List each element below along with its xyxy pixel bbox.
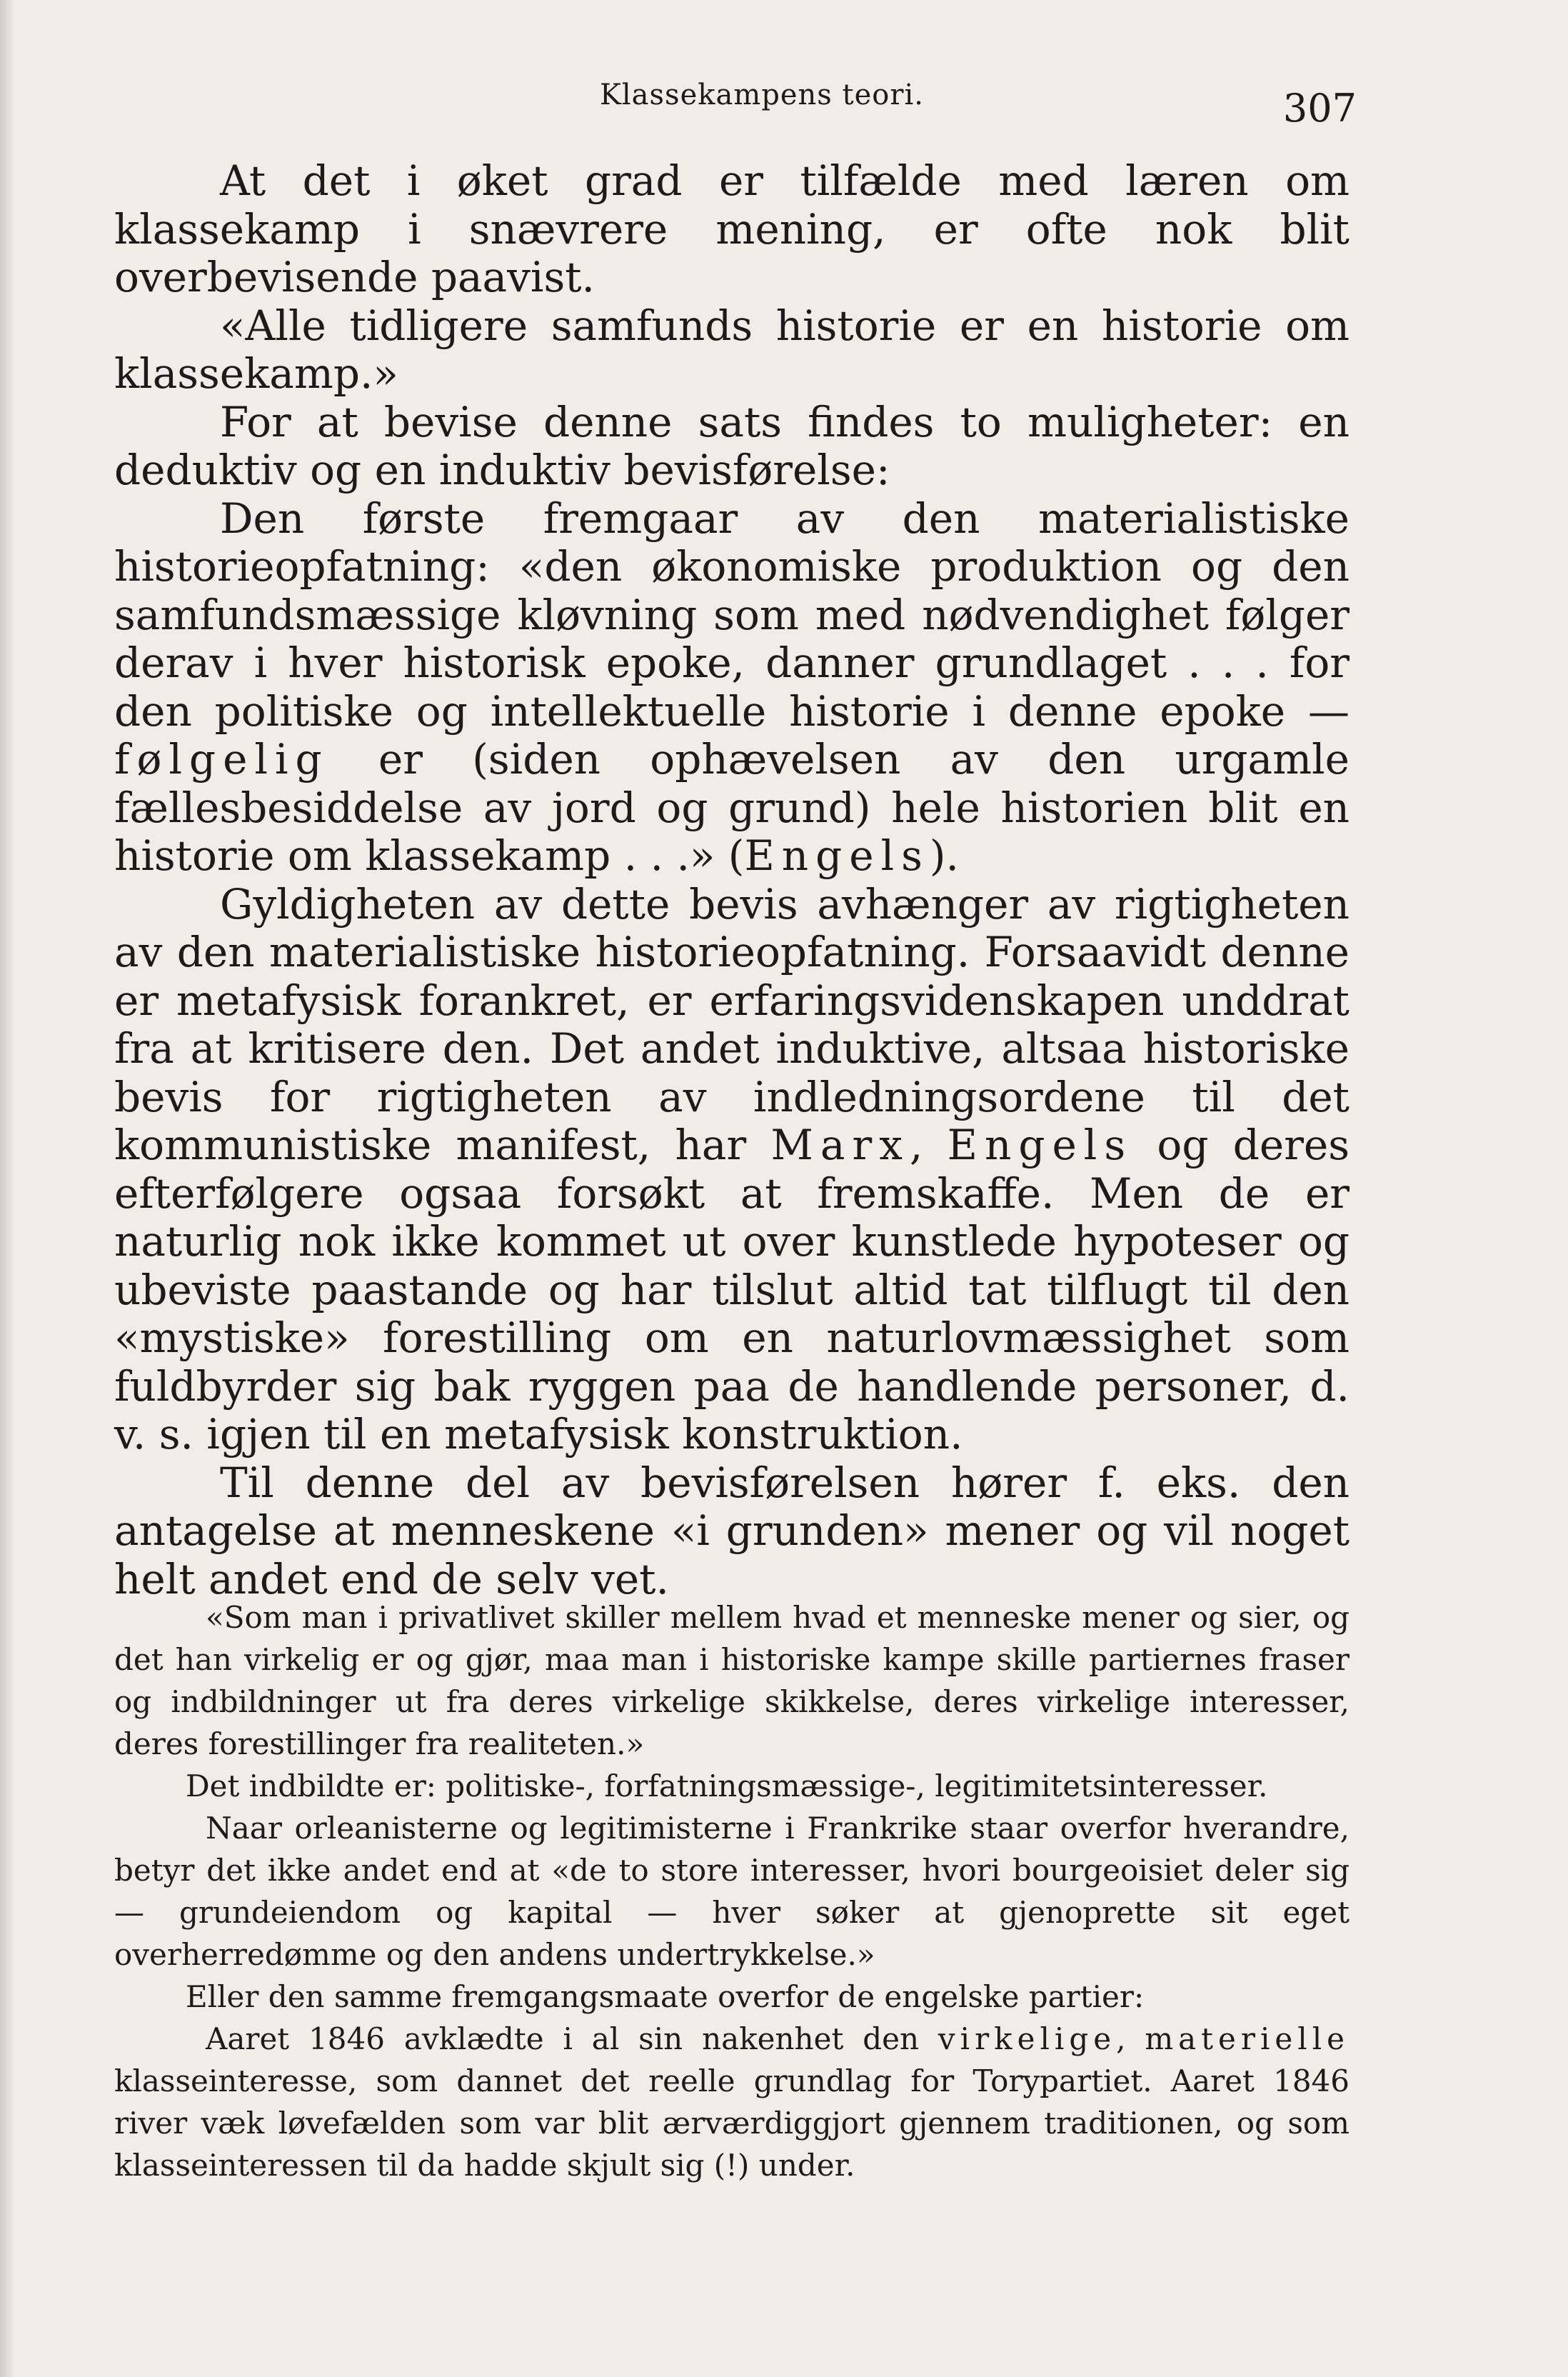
page-number: 307: [1282, 86, 1357, 131]
paragraph-4: [114, 495, 1350, 881]
note-4: Eller den samme fremgangsmaate overfor de engelske partier:: [186, 1979, 1145, 2014]
emphasis-virkelige: virkelige: [938, 2021, 1117, 2056]
emphasis-engels: Engels: [744, 831, 930, 880]
page-gutter: [0, 0, 16, 2377]
note-5-text-b: ,: [1116, 2021, 1145, 2056]
note-5: [114, 2018, 1350, 2186]
paragraph-4-text-a: Den første fremgaar av den materialistiske historieopfatning: «den økonomiske produktion og den samfundsmæssige kløvning som med nødvendighet følger derav i hver historisk epoke, danner grundlaget . . . for den politiske og intellektuelle historie i denne epoke —: [114, 494, 1350, 736]
paragraph-4-text-c: ).: [929, 831, 959, 880]
emphasis-marx: Marx: [770, 1121, 910, 1169]
note-5-text-c: klasseinteresse, som dannet det reelle grundlag for Torypartiet. Aaret 1846 river væk løvefælden som var blit ærværdiggjort gjennem traditionen, og som klasseinteressen til da hadde skjult sig (!) under.: [114, 2063, 1350, 2183]
page-header: [114, 71, 1357, 136]
quoted-notes: [114, 1596, 1350, 2186]
paragraph-4-text-b: er (siden ophævelsen av den urgamle fællesbesiddelse av jord og grund) hele historien blit en historie om klassekamp . . .» (: [114, 735, 1350, 880]
paragraph-5-text-a: Gyldigheten av dette bevis avhænger av rigtigheten av den materialistiske historieopfatning. Forsaavidt denne er metafysisk forankret, er erfaringsvidenskapen unddrat fra at kritisere den. Det andet induktive, altsaa historiske bevis for rigtigheten av indledningsordene til det kommunistiske manifest, har: [114, 879, 1350, 1169]
paragraph-5-text-b: ,: [909, 1121, 948, 1169]
emphasis-engels-2: Engels: [947, 1121, 1133, 1169]
paragraph-5-text-c: og deres efterfølgere ogsaa forsøkt at fremskaffe. Men de er naturlig nok ikke kommet ut over kunstlede hypoteser og ubeviste paastande og har tilslut altid tat tilflugt til den «mystiske» forestilling om en naturlovmæssighet som fuldbyrder sig bak ryggen paa de handlende personer, d. v. s. igjen til en metafysisk konstruktion.: [114, 1121, 1350, 1458]
note-5-text-a: Aaret 1846 avklædte i al sin nakenhet den: [206, 2021, 938, 2056]
main-text: [114, 157, 1350, 1603]
paragraph-1: At det i øket grad er tilfælde med læren om klassekamp i snævrere mening, er ofte nok blit overbevisende paavist.: [114, 156, 1350, 301]
emphasis-folgelig: følgelig: [114, 735, 329, 784]
note-3: Naar orleanisterne og legitimisterne i Frankrike staar overfor hverandre, betyr det ikke andet end at «de to store interesser, hvori bourgeoisiet deler sig — grundeiendom og kapital — hver søker at gjenoprette sit eget overherredømme og den andens undertrykkelse.»: [114, 1811, 1350, 1972]
paragraph-5: [114, 881, 1350, 1459]
paragraph-6: Til denne del av bevisførelsen hører f. eks. den antagelse at menneskene «i grunden» mener og vil noget helt andet end de selv vet.: [114, 1458, 1350, 1603]
running-head: Klassekampens teori.: [600, 79, 925, 111]
paragraph-2-quote: «Alle tidligere samfunds historie er en historie om klassekamp.»: [114, 301, 1350, 398]
note-1: «Som man i privatlivet skiller mellem hvad et menneske mener og sier, og det han virkelig er og gjør, maa man i historiske kampe skille partiernes fraser og indbildninger ut fra deres virkelige skikkelse, deres virkelige interesser, deres forestillinger fra realiteten.»: [114, 1600, 1350, 1761]
emphasis-materielle: materielle: [1145, 2021, 1350, 2056]
note-2: Det indbildte er: politiske-, forfatningsmæssige-, legitimitetsinteresser.: [186, 1768, 1268, 1803]
paragraph-3: For at bevise denne sats findes to muligheter: en deduktiv og en induktiv bevisførelse:: [114, 397, 1350, 494]
